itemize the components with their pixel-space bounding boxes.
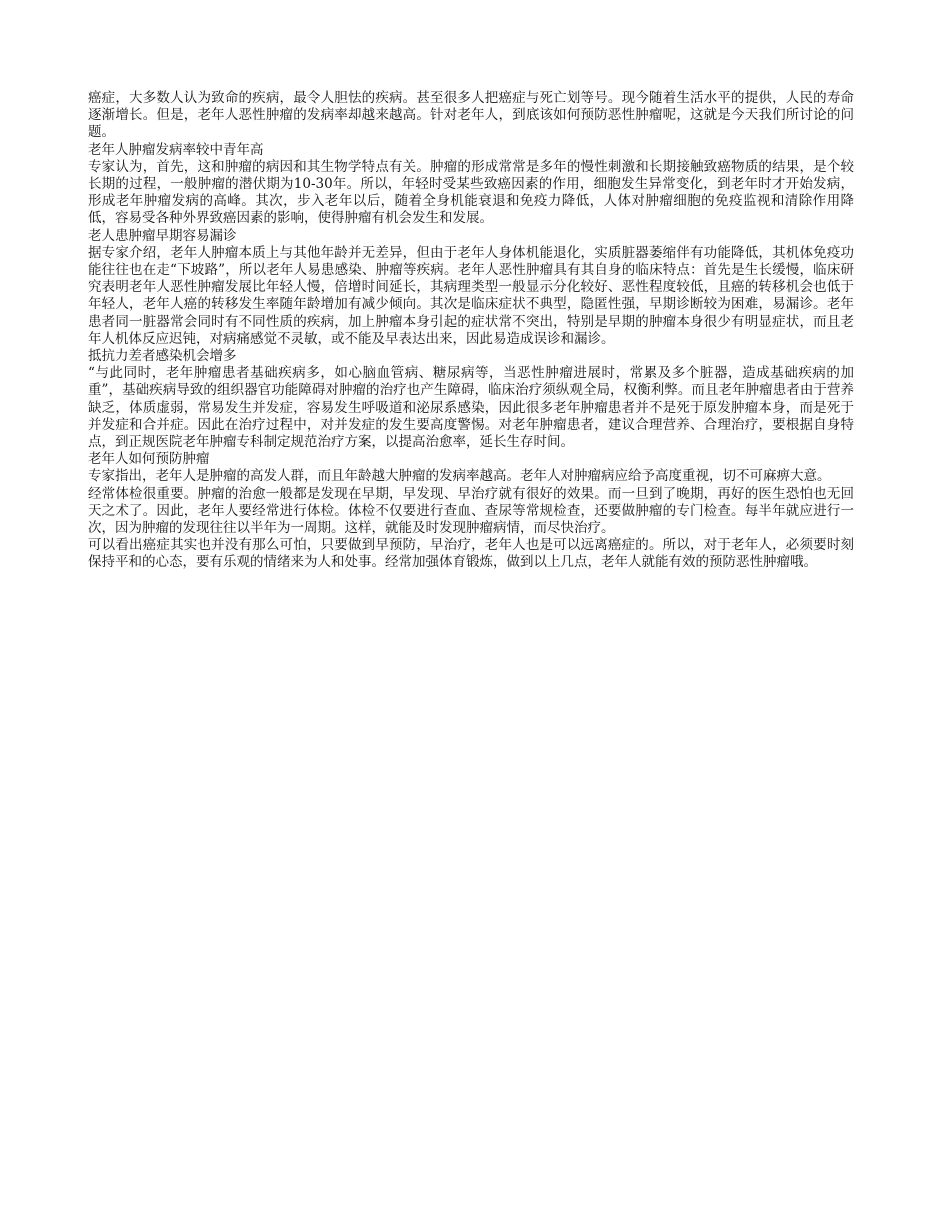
section-paragraph: 专家指出，老年人是肿瘤的高发人群，而且年龄越大肿瘤的发病率越高。老年人对肿瘤病应给予高度重视，切不可麻痹大意。 xyxy=(88,468,831,485)
section-paragraph: 据专家介绍，老年人肿瘤本质上与其他年龄并无差异，但由于老年人身体机能退化，实质脏器萎缩伴有功能降低，其机体免疫功能往往也在走“下坡路”，所以老年人易患感染、肿瘤等疾病。老年人恶性肿瘤具有其自身的临床特点：首先是生长缓慢，临床研究表明老年人恶性肿瘤发展比年轻人慢，倍增时间延长，其病理类型一般显示分化较好、恶性程度较低，且癌的转移机会也低于年轻人，老年人癌的转移发生率随年龄增加有减少倾向。其次是临床症状不典型，隐匿性强，早期诊断较为困难，易漏诊。老年患者同一脏器常会同时有不同性质的疾病，加上肿瘤本身引起的症状常不突出，特别是早期的肿瘤本身很少有明显症状，而且老年人机体反应迟钝，对病痛感觉不灵敏，或不能及早表达出来，因此易造成误诊和漏诊。 xyxy=(88,244,854,347)
section-heading-prevention: 老年人如何预防肿瘤 xyxy=(88,451,210,468)
intro-paragraph: 癌症，大多数人认为致命的疾病，最令人胆怯的疾病。甚至很多人把癌症与死亡划等号。现今随着生活水平的提供，人民的寿命逐渐增长。但是，老年人恶性肿瘤的发病率却越来越高。针对老年人，到底该如何预防恶性肿瘤呢，这就是今天我们所讨论的问题。 xyxy=(88,90,854,141)
section-paragraph: 经常体检很重要。肿瘤的治愈一般都是发现在早期，早发现、早治疗就有很好的效果。而一旦到了晚期，再好的医生恐怕也无回天之术了。因此，老年人要经常进行体检。体检不仅要进行查血、查尿等常规检查，还要做肿瘤的专门检查。每半年就应进行一次，因为肿瘤的发现往往以半年为一周期。这样，就能及时发现肿瘤病情，而尽快治疗。 xyxy=(88,485,854,537)
section-paragraph: 专家认为，首先，这和肿瘤的病因和其生物学特点有关。肿瘤的形成常常是多年的慢性刺激和长期接触致癌物质的结果，是个较长期的过程，一般肿瘤的潜伏期为10-30年。所以，年轻时受某些致癌因素的作用，细胞发生异常变化，到老年时才开始发病，形成老年肿瘤发病的高峰。其次，步入老年以后，随着全身机能衰退和免疫力降低，人体对肿瘤细胞的免疫监视和清除作用降低，容易受各种外界致癌因素的影响，使得肿瘤有机会发生和发展。 xyxy=(88,158,854,227)
section-paragraph: 可以看出癌症其实也并没有那么可怕，只要做到早预防，早治疗，老年人也是可以远离癌症的。所以，对于老年人，必须要时刻保持平和的心态，要有乐观的情绪来为人和处事。经常加强体育锻炼，做到以上几点，老年人就能有效的预防恶性肿瘤哦。 xyxy=(88,537,854,571)
article-body xyxy=(88,90,854,572)
section-heading-incidence: 老年人肿瘤发病率较中青年高 xyxy=(88,141,264,158)
section-heading-early-diagnosis: 老人患肿瘤早期容易漏诊 xyxy=(88,227,237,244)
section-heading-infection: 抵抗力差者感染机会增多 xyxy=(88,348,237,365)
section-paragraph: “与此同时，老年肿瘤患者基础疾病多，如心脑血管病、糖尿病等，当恶性肿瘤进展时，常累及多个脏器，造成基础疾病的加重”，基础疾病导致的组织器官功能障碍对肿瘤的治疗也产生障碍，临床治疗须纵观全局，权衡利弊。而且老年肿瘤患者由于营养缺乏，体质虚弱，常易发生并发症，容易发生呼吸道和泌尿系感染，因此很多老年肿瘤患者并不是死于原发肿瘤本身，而是死于并发症和合并症。因此在治疗过程中，对并发症的发生要高度警惕。对老年肿瘤患者，建议合理营养、合理治疗，要根据自身特点，到正规医院老年肿瘤专科制定规范治疗方案，以提高治愈率，延长生存时间。 xyxy=(88,365,854,451)
